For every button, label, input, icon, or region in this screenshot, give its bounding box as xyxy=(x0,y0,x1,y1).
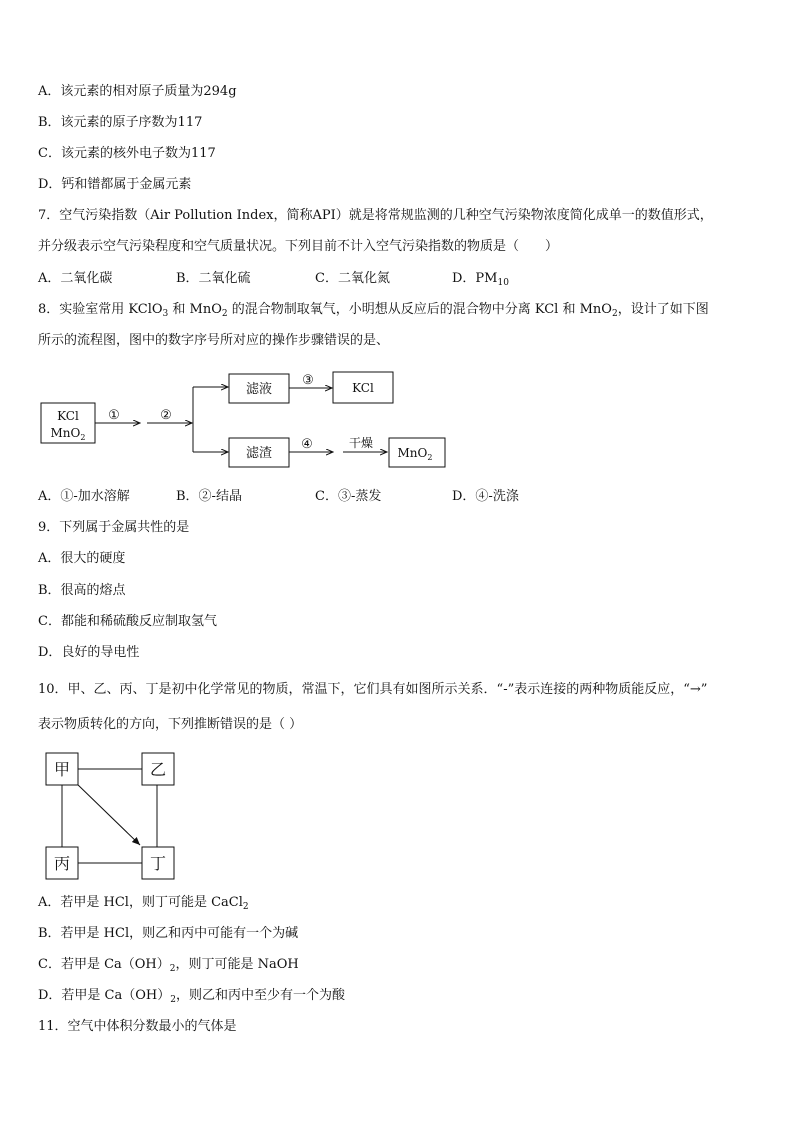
q10-option-d: D．若甲是 $Ca(OH)_2$，则乙和丙中至少有一个为酸 xyxy=(38,988,345,1005)
q8-option-b: B．②-结晶 xyxy=(176,489,242,504)
q8-flowchart xyxy=(0,360,794,480)
q8-option-d: D．④-洗涤 xyxy=(452,489,519,504)
q10-stem-line1: 10．甲、乙、丙、丁是初中化学常见的物质，常温下，它们具有如图所示关系．“-”表示连接的两种物质能反应，“→” xyxy=(38,682,708,697)
q9-stem: 9．下列属于金属共性的是 xyxy=(38,520,190,535)
q9-option-b: B．很高的熔点 xyxy=(38,583,126,598)
q11-stem: 11．空气中体积分数最小的气体是 xyxy=(38,1019,237,1034)
q10-stem-line2: 表示物质转化的方向，下列推断错误的是（ ） xyxy=(38,717,303,732)
q7-option-b: B．二氧化硫 xyxy=(176,271,251,286)
q9-option-a: A．很大的硬度 xyxy=(38,551,126,566)
label-jia: 甲 xyxy=(53,760,71,779)
step4-label: ④ xyxy=(301,437,313,452)
q8-option-c: C．③-蒸发 xyxy=(315,489,382,504)
step3-label: ③ xyxy=(302,373,314,388)
dry-label: 干燥 xyxy=(348,436,374,450)
q6-option-c: C．该元素的核外电子数为117 xyxy=(38,146,216,161)
step2-label: ② xyxy=(160,408,172,423)
label-yi: 乙 xyxy=(149,760,167,779)
residue-label: 滤渣 xyxy=(245,446,273,461)
q9-option-d: D．良好的导电性 xyxy=(38,645,140,660)
step1-label: ① xyxy=(108,408,120,423)
label-bing: 丙 xyxy=(53,854,71,873)
filtrate-label: 滤液 xyxy=(245,382,273,397)
q7-option-a: A．二氧化碳 xyxy=(38,271,113,286)
start-box-line2: MnO$_2$ xyxy=(50,426,86,442)
q10-option-a: A．若甲是 HCl，则丁可能是 CaCl$_2$ xyxy=(38,895,249,912)
start-box-line1: KCl xyxy=(57,409,79,423)
q7-stem-line1: 7．空气污染指数（Air Pollution Index，简称API）就是将常规监测的几种空气污染物浓度简化成单一的数值形式， xyxy=(38,208,713,223)
q8-stem-line2: 所示的流程图，图中的数字序号所对应的操作步骤错误的是、 xyxy=(38,333,390,348)
q10-option-c: C．若甲是 $Ca(OH)_2$，则丁可能是 NaOH xyxy=(38,957,299,974)
mno2-product-label: MnO$_2$ xyxy=(397,446,433,462)
arrow-jia-to-ding xyxy=(75,782,140,845)
kcl-product-label: KCl xyxy=(352,381,374,395)
q6-option-a: A．该元素的相对原子质量为294g xyxy=(38,84,237,99)
label-ding: 丁 xyxy=(149,854,167,873)
q8-stem-line1: 8．实验室常用 KClO$_3$ 和 MnO$_2$ 的混合物制取氧气，小明想从反应后的混合物中分离 KCl 和 MnO$_2$，设计了如下图 xyxy=(38,302,709,319)
q10-relation-diagram xyxy=(0,745,220,885)
q7-option-c: C．二氧化氮 xyxy=(315,271,390,286)
q7-stem-line2: 并分级表示空气污染程度和空气质量状况。下列目前不计入空气污染指数的物质是（ ） xyxy=(38,239,559,254)
q7-option-d: D．$PM_{10}$ xyxy=(452,271,509,288)
q6-option-d: D．钙和镨都属于金属元素 xyxy=(38,177,192,192)
q9-option-c: C．都能和稀硫酸反应制取氢气 xyxy=(38,614,217,629)
q6-option-b: B．该元素的原子序数为117 xyxy=(38,115,203,130)
q10-option-b: B．若甲是 HCl，则乙和丙中可能有一个为碱 xyxy=(38,926,299,941)
q8-option-a: A．①-加水溶解 xyxy=(38,489,130,504)
